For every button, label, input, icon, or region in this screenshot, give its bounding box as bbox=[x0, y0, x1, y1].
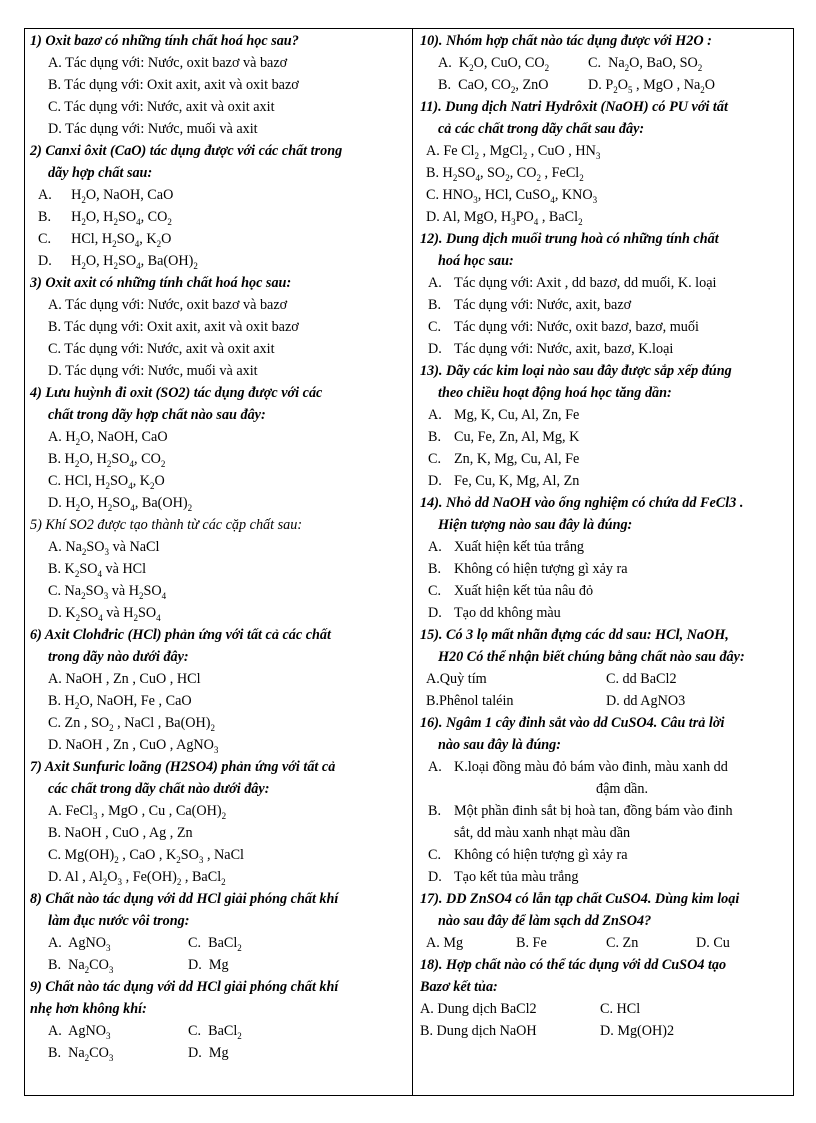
q11-option-b: B. $H_2SO_4$, $SO_2$, $CO_2$ , FeCl$_2$ bbox=[426, 165, 584, 183]
q12-option-c: C. Tác dụng với: Nước, oxit bazơ, bazơ, muối bbox=[428, 319, 699, 335]
left-column bbox=[30, 30, 408, 1064]
question-3-title: 3) Oxit axit có những tính chất hoá học sau: bbox=[30, 275, 292, 291]
q7-title-line2: các chất trong dãy chất nào dưới đây: bbox=[48, 781, 270, 797]
q4-option-d: D. $H_2O$, $H_2SO_4$, $Ba(OH)_2$ bbox=[48, 495, 193, 513]
question-14-title bbox=[420, 492, 790, 536]
q6-option-b: B. $H_2O$, NaOH, Fe , CaO bbox=[48, 693, 192, 711]
q15-title-line2: H20 Có thể nhận biết chúng bằng chất nào sau đây: bbox=[438, 649, 745, 665]
q3-option-d: D. Tác dụng với: Nước, muối và axit bbox=[48, 363, 258, 379]
q17-title-line1: 17). DD ZnSO4 có lẫn tạp chất CuSO4. Dùng kim loại bbox=[420, 891, 740, 907]
question-17-title bbox=[420, 888, 790, 932]
q18-title-line2: Bazơ kết tủa: bbox=[420, 979, 498, 995]
q3-option-a: A. Tác dụng với: Nước, oxit bazơ và bazơ bbox=[48, 297, 288, 313]
q11-title-line2: cả các chất trong dãy chất sau đây: bbox=[438, 121, 645, 137]
q9-title-line2: nhẹ hơn không khí: bbox=[30, 1001, 147, 1017]
q4-option-c: C. HCl, $H_2SO_4$, $K_2O$ bbox=[48, 473, 165, 491]
q6-title-line1: 6) Axit Clohđric (HCl) phản ứng với tất cả các chất bbox=[30, 627, 331, 643]
q7-option-d: D. Al , $Al_2O_3$ , $Fe(OH)_2$ , BaCl$_2$ bbox=[48, 869, 226, 887]
q10-options-row2: B. CaO, $CO_2$, ZnO D. $P_2O_5$ , MgO , $Na_2O$ bbox=[438, 77, 716, 95]
question-18-title bbox=[420, 954, 790, 998]
q11-option-a: A. Fe $Cl_2$ , MgCl$_2$ , CuO , $HN_3$ bbox=[426, 143, 601, 161]
q8-title-line1: 8) Chất nào tác dụng với dd HCl giải phóng chất khí bbox=[30, 891, 339, 907]
q18-options-row1: A. Dung dịch BaCl2 C. HCl bbox=[420, 1001, 641, 1017]
q9-options-row1: A. AgNO$_3$ C. BaCl$_2$ bbox=[48, 1023, 242, 1041]
q13-title-line1: 13). Dãy các kim loại nào sau đây được sắp xếp đúng bbox=[420, 363, 732, 379]
q14-option-c: C. Xuất hiện kết tủa nâu đỏ bbox=[428, 583, 594, 599]
q16-title-line2: nào sau đây là đúng: bbox=[438, 737, 561, 753]
question-1-title: 1) Oxit bazơ có những tính chất hoá học sau? bbox=[30, 33, 299, 49]
q4-title-line1: 4) Lưu huỳnh đi oxit (SO2) tác dụng được với các bbox=[30, 385, 323, 401]
q8-options-row1: A. AgNO$_3$ C. BaCl$_2$ bbox=[48, 935, 242, 953]
q13-option-c: C. Zn, K, Mg, Cu, Al, Fe bbox=[428, 451, 580, 467]
q15-options-row2: B.Phênol taléin D. dd AgNO3 bbox=[426, 693, 686, 709]
q12-option-b: B. Tác dụng với: Nước, axit, bazơ bbox=[428, 297, 632, 313]
q2-option-b: B. $H_2O$, $H_2SO_4$, $CO_2$ bbox=[38, 209, 172, 227]
q14-option-b: B. Không có hiện tượng gì xảy ra bbox=[428, 561, 628, 577]
q16-option-c: C. Không có hiện tượng gì xảy ra bbox=[428, 847, 628, 863]
question-13-title bbox=[420, 360, 790, 404]
question-2-title bbox=[30, 140, 408, 184]
q4-title-line2: chất trong dãy hợp chất nào sau đây: bbox=[48, 407, 266, 423]
q2-title-line1: 2) Canxi ôxit (CaO) tác dụng được với các chất trong bbox=[30, 143, 343, 159]
q13-option-a: A. Mg, K, Cu, Al, Zn, Fe bbox=[428, 407, 580, 423]
q13-option-b: B. Cu, Fe, Zn, Al, Mg, K bbox=[428, 429, 580, 445]
q7-option-b: B. NaOH , CuO , Ag , Zn bbox=[48, 825, 193, 841]
right-column bbox=[420, 30, 790, 1042]
q13-title-line2: theo chiều hoạt động hoá học tăng dần: bbox=[438, 385, 672, 401]
question-12-title bbox=[420, 228, 790, 272]
q10-options-row1: A. $K_2O$, CuO, $CO_2$ C. $Na_2O$, BaO, $SO_2$ bbox=[438, 55, 703, 73]
q13-option-d: D. Fe, Cu, K, Mg, Al, Zn bbox=[428, 473, 580, 489]
q1-option-d: D. Tác dụng với: Nước, muối và axit bbox=[48, 121, 258, 137]
q3-option-c: C. Tác dụng với: Nước, axit và oxit axit bbox=[48, 341, 275, 357]
q14-option-a: A. Xuất hiện kết tủa trắng bbox=[428, 539, 585, 555]
q17-options-row: A. Mg B. Fe C. Zn D. Cu bbox=[426, 935, 730, 951]
q7-option-a: A. FeCl$_3$ , MgO , Cu , $Ca(OH)_2$ bbox=[48, 803, 227, 821]
q2-title-line2: dãy hợp chất sau: bbox=[48, 165, 153, 181]
q11-option-d: D. Al, MgO, $H_3PO_4$ , BaCl$_2$ bbox=[426, 209, 583, 227]
q8-options-row2: B. $Na_2CO_3$ D. Mg bbox=[48, 957, 229, 975]
q6-option-c: C. Zn , $SO_2$ , NaCl , $Ba(OH)_2$ bbox=[48, 715, 216, 733]
question-9-title bbox=[30, 976, 408, 1020]
q16-option-a: A. K.loại đồng màu đỏ bám vào đinh, màu xanh dd đậm dần. bbox=[428, 759, 728, 797]
q11-option-c: C. $HNO_3$, HCl, CuSO$_4$, $KNO_3$ bbox=[426, 187, 598, 205]
q16-title-line1: 16). Ngâm 1 cây đinh sắt vào dd CuSO4. Câu trả lời bbox=[420, 715, 725, 731]
q12-title-line2: hoá học sau: bbox=[438, 253, 514, 269]
q11-title-line1: 11). Dung dịch Natri Hydrôxit (NaOH) có PU với tất bbox=[420, 99, 728, 115]
q8-title-line2: làm đục nước vôi trong: bbox=[48, 913, 190, 929]
q15-title-line1: 15). Có 3 lọ mất nhãn đựng các dd sau: HCl, NaOH, bbox=[420, 627, 729, 643]
question-4-title bbox=[30, 382, 408, 426]
q12-option-d: D. Tác dụng với: Nước, axit, bazơ, K.loại bbox=[428, 341, 674, 357]
q9-title-line1: 9) Chất nào tác dụng với dd HCl giải phóng chất khí bbox=[30, 979, 339, 995]
q17-title-line2: nào sau đây để làm sạch dd ZnSO4? bbox=[438, 913, 652, 929]
q6-option-d: D. NaOH , Zn , CuO , AgNO$_3$ bbox=[48, 737, 219, 755]
q15-options-row1: A.Quỳ tím C. dd BaCl2 bbox=[426, 671, 677, 687]
q12-option-a: A. Tác dụng với: Axit , dd bazơ, dd muối, K. loại bbox=[428, 275, 717, 291]
q5-option-c: C. $Na_2SO_3$ và $H_2SO_4$ bbox=[48, 583, 167, 601]
question-6-title bbox=[30, 624, 408, 668]
q14-title-line2: Hiện tượng nào sau đây là đúng: bbox=[438, 517, 633, 533]
q14-title-line1: 14). Nhỏ dd NaOH vào ống nghiệm có chứa dd FeCl3 . bbox=[420, 495, 744, 511]
q1-option-a: A. Tác dụng với: Nước, oxit bazơ và bazơ bbox=[48, 55, 288, 71]
q1-option-c: C. Tác dụng với: Nước, axit và oxit axit bbox=[48, 99, 275, 115]
q5-option-d: D. $K_2SO_4$ và $H_2SO_4$ bbox=[48, 605, 161, 623]
q18-options-row2: B. Dung dịch NaOH D. Mg(OH)2 bbox=[420, 1023, 675, 1039]
question-8-title bbox=[30, 888, 408, 932]
question-15-title bbox=[420, 624, 790, 668]
q7-option-c: C. $Mg(OH)_2$ , CaO , $K_2SO_3$ , NaCl bbox=[48, 847, 244, 865]
column-divider bbox=[412, 28, 413, 1096]
q2-option-d: D. $H_2O$, $H_2SO_4$, $Ba(OH)_2$ bbox=[38, 253, 198, 271]
q6-title-line2: trong dãy nào dưới đây: bbox=[48, 649, 189, 665]
q14-option-d: D. Tạo dd không màu bbox=[428, 605, 561, 621]
question-5-title: 5) Khí SO2 được tạo thành từ các cặp chất sau: bbox=[30, 517, 303, 533]
q3-option-b: B. Tác dụng với: Oxit axit, axit và oxit bazơ bbox=[48, 319, 299, 335]
q5-option-a: A. $Na_2SO_3$ và NaCl bbox=[48, 539, 160, 557]
q7-title-line1: 7) Axit Sunfuric loãng (H2SO4) phản ứng với tất cả bbox=[30, 759, 336, 775]
q1-option-b: B. Tác dụng với: Oxit axit, axit và oxit bazơ bbox=[48, 77, 299, 93]
q4-option-a: A. $H_2O$, NaOH, CaO bbox=[48, 429, 168, 447]
q2-option-a: A. $H_2O$, NaOH, CaO bbox=[38, 187, 174, 205]
q16-option-d: D. Tạo kết tủa màu trắng bbox=[428, 869, 579, 885]
q5-option-b: B. $K_2SO_4$ và HCl bbox=[48, 561, 147, 579]
question-11-title bbox=[420, 96, 790, 140]
q16-option-b: B. Một phần đinh sắt bị hoà tan, đồng bám vào đinh sắt, dd màu xanh nhạt màu dần bbox=[428, 803, 733, 841]
q2-option-c: C. HCl, $H_2SO_4$, $K_2O$ bbox=[38, 231, 172, 249]
q9-options-row2: B. $Na_2CO_3$ D. Mg bbox=[48, 1045, 229, 1063]
q12-title-line1: 12). Dung dịch muối trung hoà có những tính chất bbox=[420, 231, 719, 247]
q6-option-a: A. NaOH , Zn , CuO , HCl bbox=[48, 671, 201, 687]
q4-option-b: B. $H_2O$, $H_2SO_4$, $CO_2$ bbox=[48, 451, 166, 469]
question-16-title bbox=[420, 712, 790, 756]
question-7-title bbox=[30, 756, 408, 800]
q18-title-line1: 18). Hợp chất nào có thể tác dụng với dd CuSO4 tạo bbox=[420, 957, 727, 973]
question-10-title: 10). Nhóm hợp chất nào tác dụng được với H2O : bbox=[420, 33, 712, 49]
